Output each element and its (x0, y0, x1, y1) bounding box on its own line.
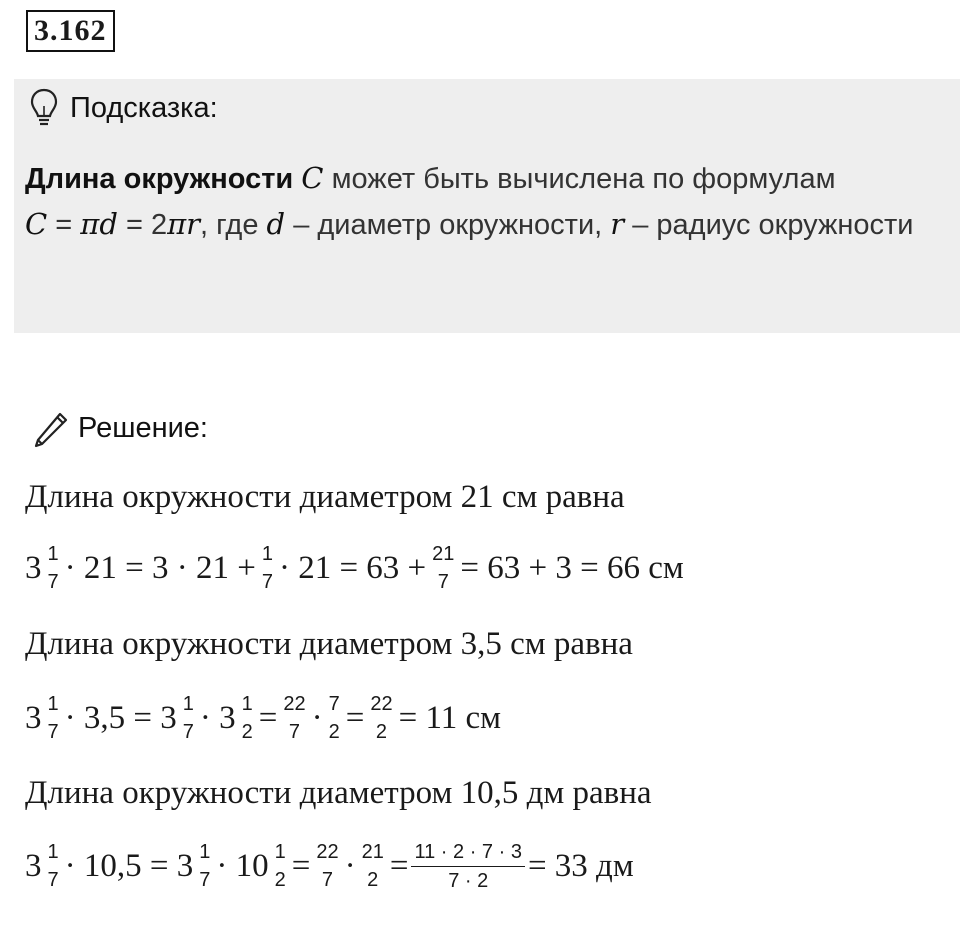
formula-pi: π (80, 207, 100, 241)
hint-bold-term: Длина окружности (25, 163, 294, 195)
hint-title: Подсказка: (70, 91, 218, 124)
eq3-b: · 10,5 = 3 (64, 847, 194, 884)
solution-line-2: Длина окружности диаметром 3,5 см равна (25, 626, 633, 662)
formula-c: C (25, 207, 48, 241)
pencil-icon (30, 408, 70, 448)
eq2-a: 3 (25, 699, 42, 736)
solution-line-1: Длина окружности диаметром 21 см равна (25, 479, 625, 515)
hint-header (30, 86, 218, 130)
hint-text-1: может быть вычислена по формулам (331, 163, 836, 195)
eq2-f6-num: 22 (370, 693, 393, 715)
eq1-f2-den: 7 (261, 571, 273, 593)
eq3-f2-num: 1 (199, 841, 211, 863)
eq1-frac-3 (429, 542, 457, 594)
eq3-f5-den: 2 (367, 869, 379, 891)
eq3-frac-2 (196, 840, 213, 892)
eq1-frac-1 (45, 542, 62, 594)
eq1-f3-num: 21 (432, 543, 455, 565)
lightbulb-icon (30, 88, 58, 128)
eq2-f1-den: 7 (47, 721, 59, 743)
equation-1 (25, 533, 684, 603)
eq2-f5-den: 2 (328, 721, 340, 743)
formula-pi2: π (167, 207, 187, 241)
eq2-g: = 11 см (398, 699, 502, 736)
eq3-f3-num: 1 (274, 841, 286, 863)
eq3-g: = 33 дм (527, 847, 634, 884)
formula-r: r (186, 207, 201, 241)
eq3-f4-num: 22 (316, 841, 339, 863)
eq2-frac-6 (367, 692, 395, 744)
eq3-frac-5 (359, 840, 387, 892)
solution-title: Решение: (78, 411, 208, 444)
eq2-f1-num: 1 (47, 693, 59, 715)
eq3-f5-num: 21 (361, 841, 384, 863)
eq3-frac-4 (313, 840, 341, 892)
eq2-e: · (311, 699, 323, 736)
eq1-f1-num: 1 (47, 543, 59, 565)
eq3-d: = (291, 847, 311, 884)
eq3-f1-num: 1 (47, 841, 59, 863)
eq1-a: 3 (25, 549, 42, 586)
eq3-f2-den: 7 (199, 869, 211, 891)
eq2-f: = (345, 699, 365, 736)
eq1-f3-den: 7 (437, 571, 449, 593)
eq2-b: · 3,5 = 3 (64, 699, 177, 736)
formula-eq2: = 2 (125, 209, 168, 241)
eq2-f6-den: 2 (375, 721, 388, 743)
hint-text-4: – радиус окружности (632, 209, 914, 241)
equation-3 (25, 831, 634, 901)
eq2-f2-num: 1 (182, 693, 194, 715)
eq2-frac-3 (239, 692, 256, 744)
eq3-f6-den: 7 · 2 (448, 869, 489, 892)
equation-2 (25, 683, 501, 753)
eq1-b: · 21 = 3 · 21 + (64, 549, 256, 586)
eq2-f3-num: 1 (241, 693, 253, 715)
eq1-frac-2 (259, 542, 276, 594)
eq2-f4-den: 7 (288, 721, 301, 743)
eq2-f4-num: 22 (283, 693, 306, 715)
eq1-f2-num: 1 (261, 543, 273, 565)
eq1-c: · 21 = 63 + (278, 549, 427, 586)
eq3-e: · (344, 847, 356, 884)
eq3-c: · 10 (216, 847, 269, 884)
formula-eq1: = (55, 209, 73, 241)
eq1-f1-den: 7 (47, 571, 59, 593)
solution-line-3: Длина окружности диаметром 10,5 дм равна (25, 775, 652, 811)
eq2-f5-num: 7 (328, 693, 340, 715)
eq2-f2-den: 7 (182, 721, 194, 743)
eq3-frac-1 (45, 840, 62, 892)
eq3-f6-num: 11 · 2 · 7 · 3 (411, 840, 524, 867)
formula-d: d (99, 207, 118, 241)
problem-number: 3.162 (26, 10, 115, 52)
eq3-f: = (389, 847, 409, 884)
eq2-d: = (258, 699, 278, 736)
var-c: C (301, 161, 324, 195)
eq3-f1-den: 7 (47, 869, 59, 891)
eq3-f4-den: 7 (321, 869, 334, 891)
eq2-frac-5 (326, 692, 343, 744)
eq2-c: · 3 (199, 699, 236, 736)
solution-header (30, 404, 208, 452)
eq2-frac-2 (180, 692, 197, 744)
hint-text-3: – диаметр окружности, (293, 209, 603, 241)
hint-text (25, 156, 950, 248)
eq2-f3-den: 2 (241, 721, 253, 743)
eq3-frac-3 (272, 840, 289, 892)
eq2-frac-4 (280, 692, 308, 744)
var-d: d (266, 207, 286, 241)
hint-text-2: , где (200, 209, 259, 241)
eq3-f3-den: 2 (274, 869, 286, 891)
eq2-frac-1 (45, 692, 62, 744)
eq1-d: = 63 + 3 = 66 см (460, 549, 684, 586)
eq3-frac-6 (411, 840, 524, 893)
eq3-a: 3 (25, 847, 42, 884)
var-r: r (610, 207, 625, 241)
